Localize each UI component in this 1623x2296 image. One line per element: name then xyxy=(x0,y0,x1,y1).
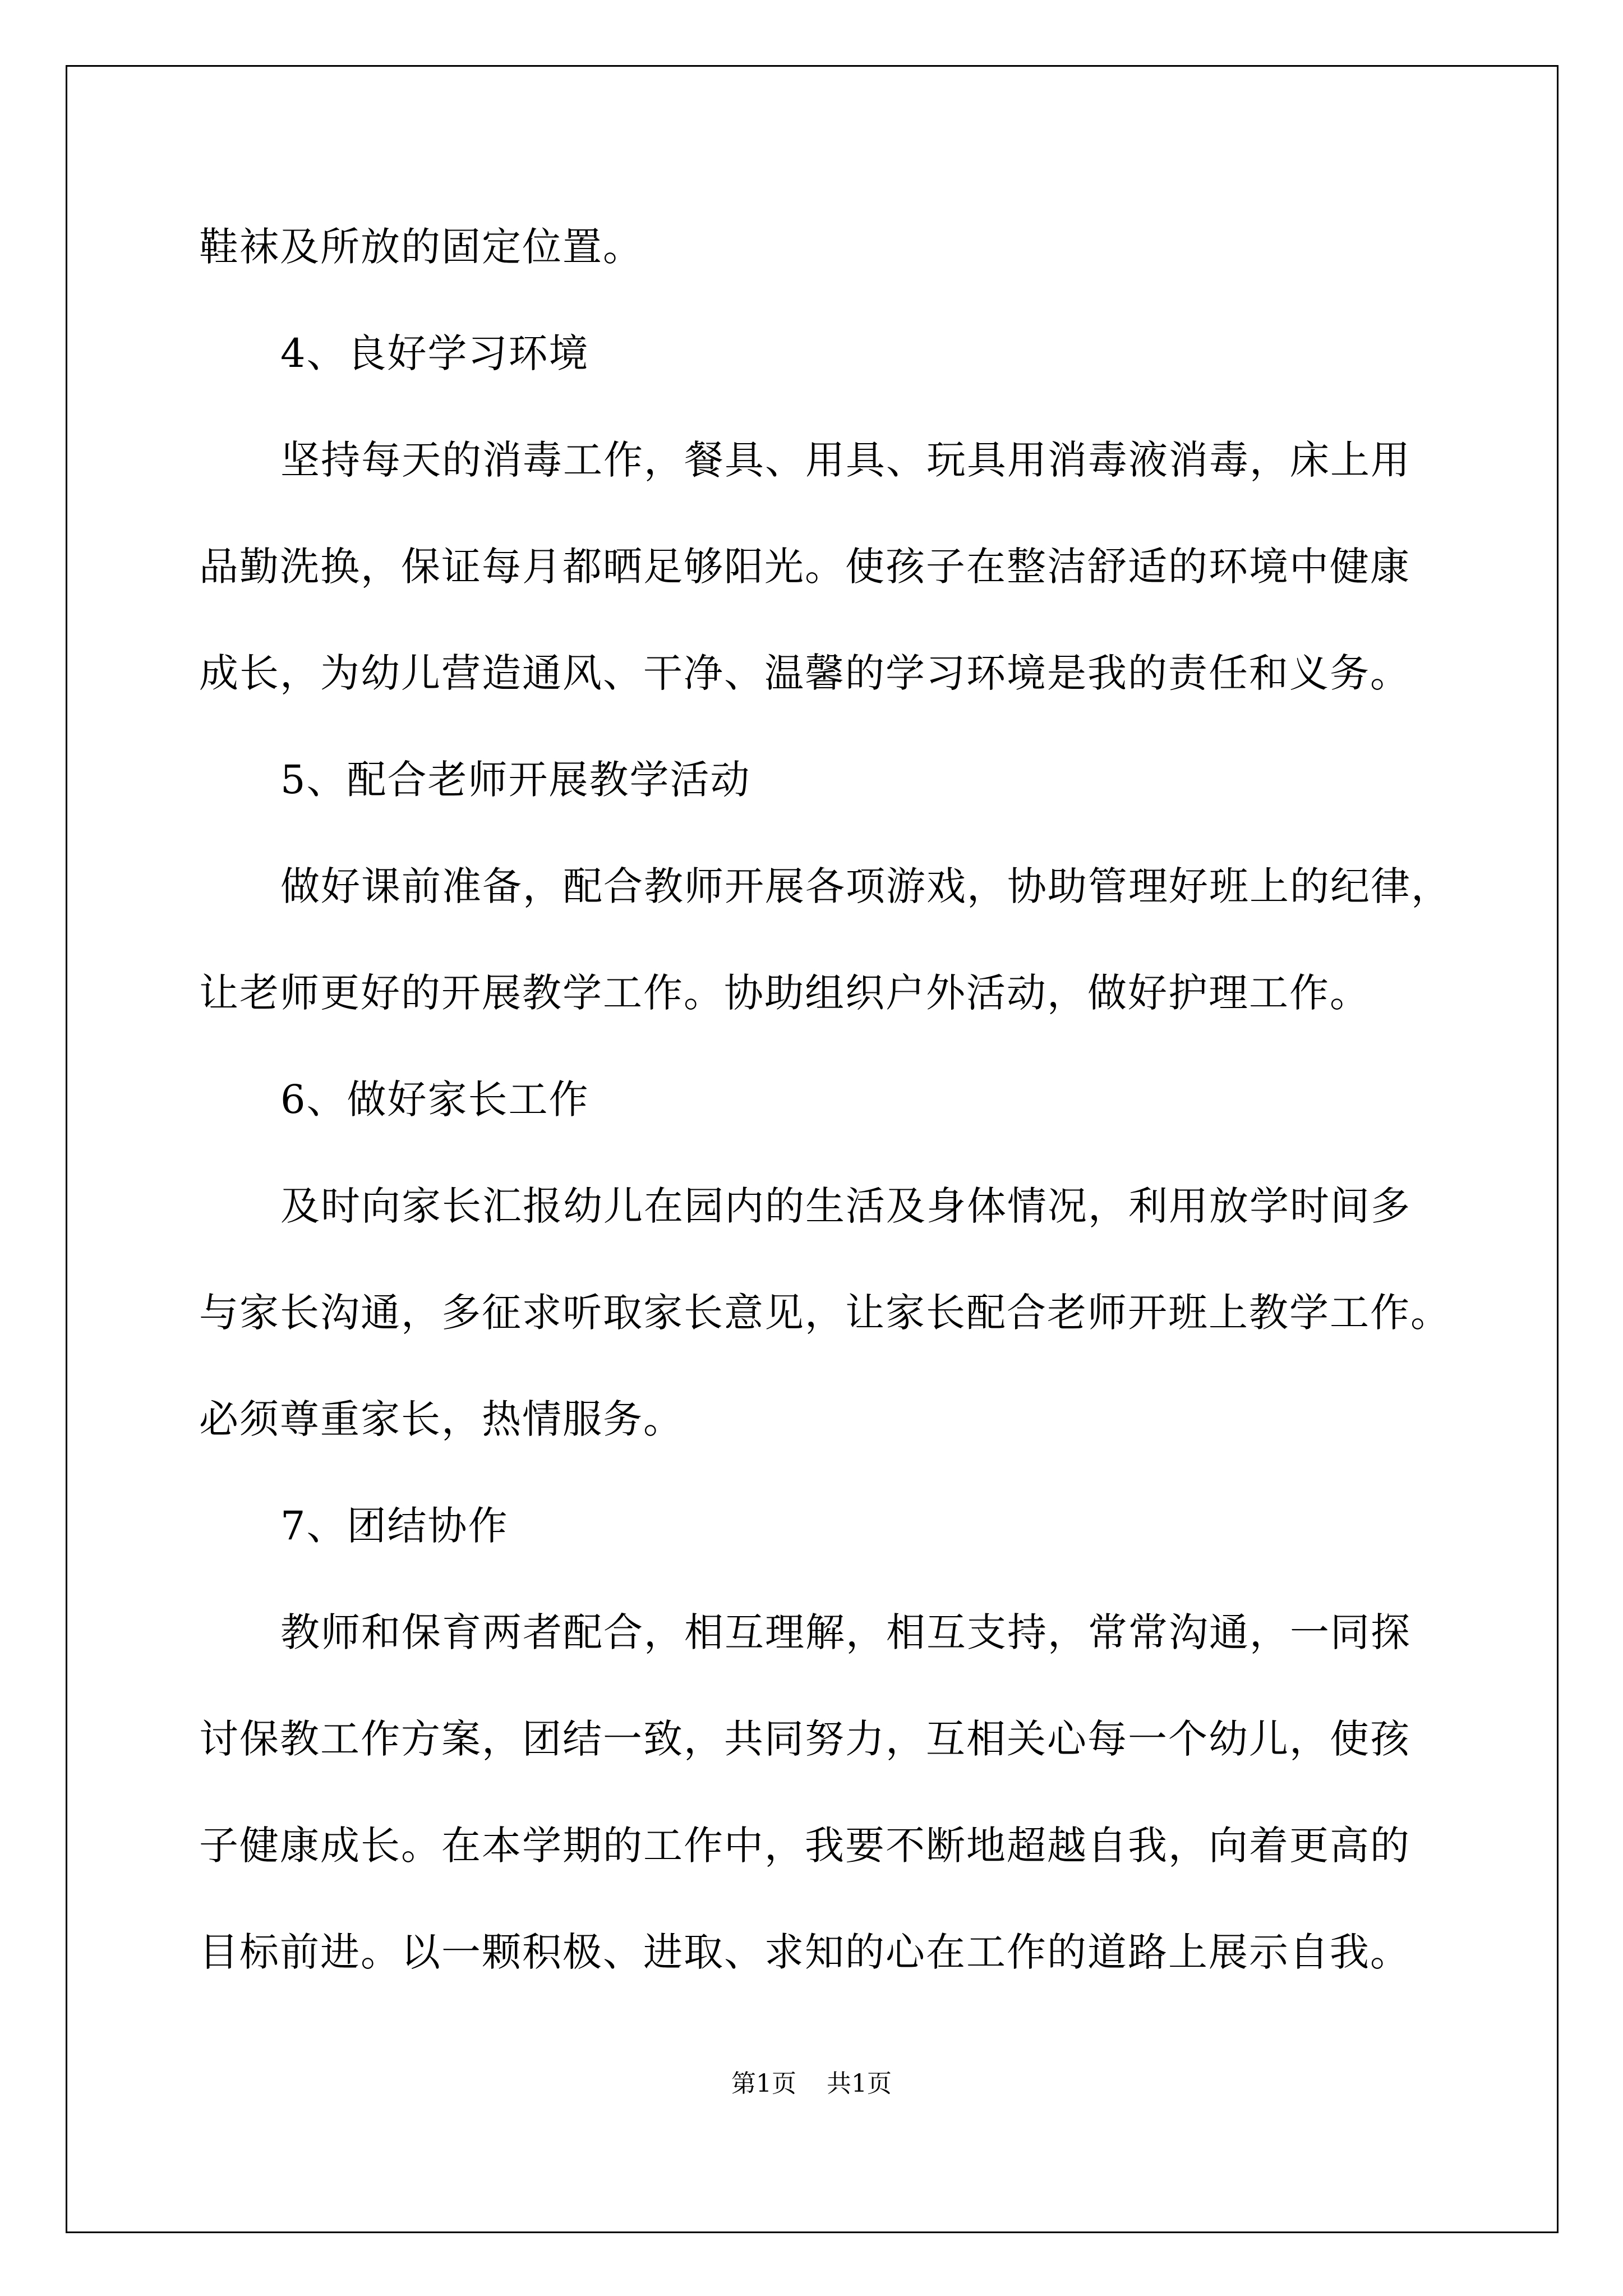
body-line: 必须尊重家长，热情服务。 xyxy=(199,1396,684,1442)
body-line: 目标前进。以一颗积极、进取、求知的心在工作的道路上展示自我。 xyxy=(199,1929,1410,1975)
body-line: 成长，为幼儿营造通风、干净、温馨的学习环境是我的责任和义务。 xyxy=(199,650,1410,696)
page-total: 共1页 xyxy=(827,2069,892,2098)
body-line: 子健康成长。在本学期的工作中，我要不断地超越自我，向着更高的 xyxy=(199,1823,1410,1869)
page-border xyxy=(66,65,1559,2233)
body-line: 品勤洗换，保证每月都晒足够阳光。使孩子在整洁舒适的环境中健康 xyxy=(199,544,1410,590)
body-line: 鞋袜及所放的固定位置。 xyxy=(199,224,643,270)
section-heading: 6、做好家长工作 xyxy=(280,1076,589,1122)
page-number: 第1页 xyxy=(731,2069,796,2098)
section-heading: 4、良好学习环境 xyxy=(280,330,589,376)
body-line: 与家长沟通，多征求听取家长意见，让家长配合老师开班上教学工作。 xyxy=(199,1290,1451,1336)
section-heading: 7、团结协作 xyxy=(280,1503,509,1549)
body-line: 讨保教工作方案，团结一致，共同努力，互相关心每一个幼儿，使孩 xyxy=(199,1716,1410,1762)
paragraph-first-line: 及时向家长汇报幼儿在园内的生活及身体情况，利用放学时间多 xyxy=(280,1183,1411,1229)
page-footer xyxy=(0,2067,1623,2101)
paragraph-first-line: 做好课前准备，配合教师开展各项游戏，协助管理好班上的纪律， xyxy=(280,863,1451,909)
paragraph-first-line: 教师和保育两者配合，相互理解，相互支持，常常沟通，一同探 xyxy=(280,1609,1411,1655)
section-heading: 5、配合老师开展教学活动 xyxy=(280,757,751,803)
paragraph-first-line: 坚持每天的消毒工作，餐具、用具、玩具用消毒液消毒，床上用 xyxy=(280,437,1411,483)
body-line: 让老师更好的开展教学工作。协助组织户外活动，做好护理工作。 xyxy=(199,970,1370,1016)
